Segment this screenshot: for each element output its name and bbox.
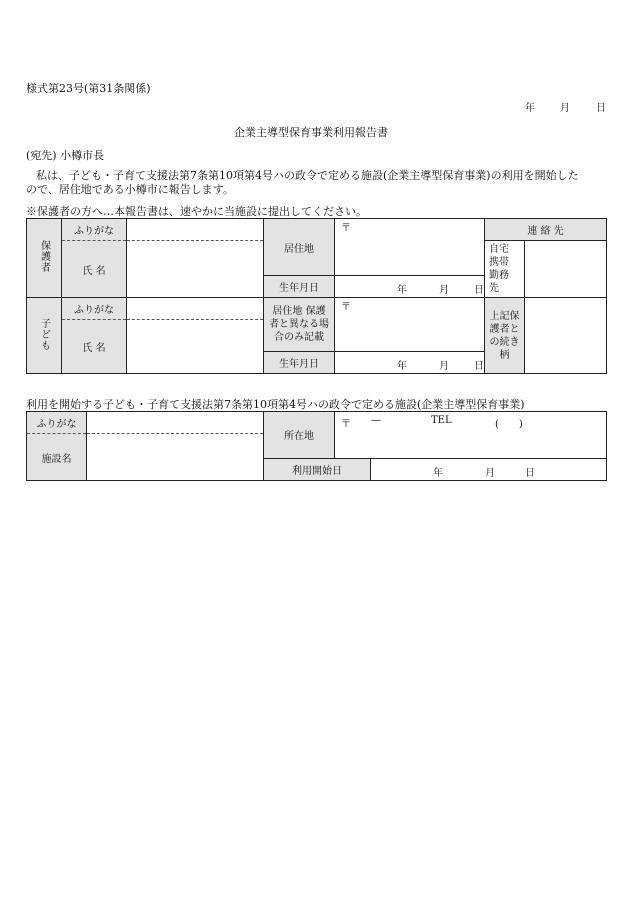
contact-types-label: 自宅 携帯 勤務 先 (485, 241, 525, 298)
child-residence-label: 居住地 保護者と異なる場合のみ記載 (264, 298, 335, 352)
postal-mark: 〒 (341, 223, 351, 234)
guardian-birthdate-label: 生年月日 (264, 276, 335, 298)
guardian-residence-label: 居住地 (264, 219, 335, 276)
child-birthdate-field[interactable]: 年 月 日 (335, 352, 485, 374)
child-section-label: 子ども (27, 298, 62, 374)
guardian-furigana-label: ふりがな (62, 219, 127, 241)
postal-dash: — (371, 415, 381, 426)
contact-header: 連 絡 先 (485, 219, 607, 241)
addressee: (宛先) 小樽市長 (26, 149, 105, 162)
contact-field[interactable] (525, 241, 607, 298)
child-residence-field[interactable] (335, 298, 485, 352)
postal-mark: 〒 (341, 419, 351, 430)
start-date-label: 利用開始日 (264, 458, 371, 480)
guardian-residence-field[interactable] (335, 219, 485, 276)
guardian-furigana-field[interactable] (127, 219, 264, 241)
form-number: 様式第23号(第31条関係) (26, 82, 151, 95)
child-name-label: 氏 名 (62, 320, 127, 374)
facility-table-caption: 利用を開始する子ども・子育て支援法第7条第10項第4号ハの政令で定める施設(企業主導型保育事業) (26, 398, 525, 411)
body-text-line1: 私は、子ども・子育て支援法第7条第10項第4号ハの政令で定める施設(企業主導型保育事業)の利用を開始した (36, 169, 579, 182)
child-birthdate-label: 生年月日 (264, 352, 335, 374)
child-name-field[interactable] (127, 320, 264, 374)
relation-field[interactable] (525, 298, 607, 374)
date-month-label: 月 (560, 103, 570, 114)
guardian-section-label: 保護者 (27, 219, 62, 298)
date-year-label: 年 (525, 103, 535, 114)
tel-area-paren: ( ) (495, 419, 523, 430)
notice-text: ※保護者の方へ…本報告書は、速やかに当施設に提出してください。 (26, 205, 367, 218)
facility-table (26, 411, 607, 481)
child-furigana-label: ふりがな (62, 298, 127, 320)
facility-location-field[interactable] (335, 412, 607, 459)
relation-label: 上記保護者との続き柄 (485, 298, 525, 374)
guardian-birthdate-field[interactable]: 年 月 日 (335, 276, 485, 298)
document-title: 企業主導型保育事業利用報告書 (234, 126, 388, 139)
tel-label: TEL (431, 415, 452, 426)
facility-location-label: 所在地 (264, 412, 335, 459)
facility-furigana-field[interactable] (87, 412, 264, 434)
child-furigana-field[interactable] (127, 298, 264, 320)
guardian-name-label: 氏 名 (62, 241, 127, 298)
facility-furigana-label: ふりがな (27, 412, 87, 434)
guardian-name-field[interactable] (127, 241, 264, 298)
facility-name-field[interactable] (87, 434, 264, 481)
postal-mark: 〒 (341, 302, 351, 313)
facility-name-label: 施設名 (27, 434, 87, 481)
guardian-child-table (26, 218, 607, 374)
start-date-field[interactable]: 年 月 日 (371, 458, 607, 480)
date-day-label: 日 (596, 103, 606, 114)
body-text-line2: ので、居住地である小樽市に報告します。 (26, 183, 234, 196)
